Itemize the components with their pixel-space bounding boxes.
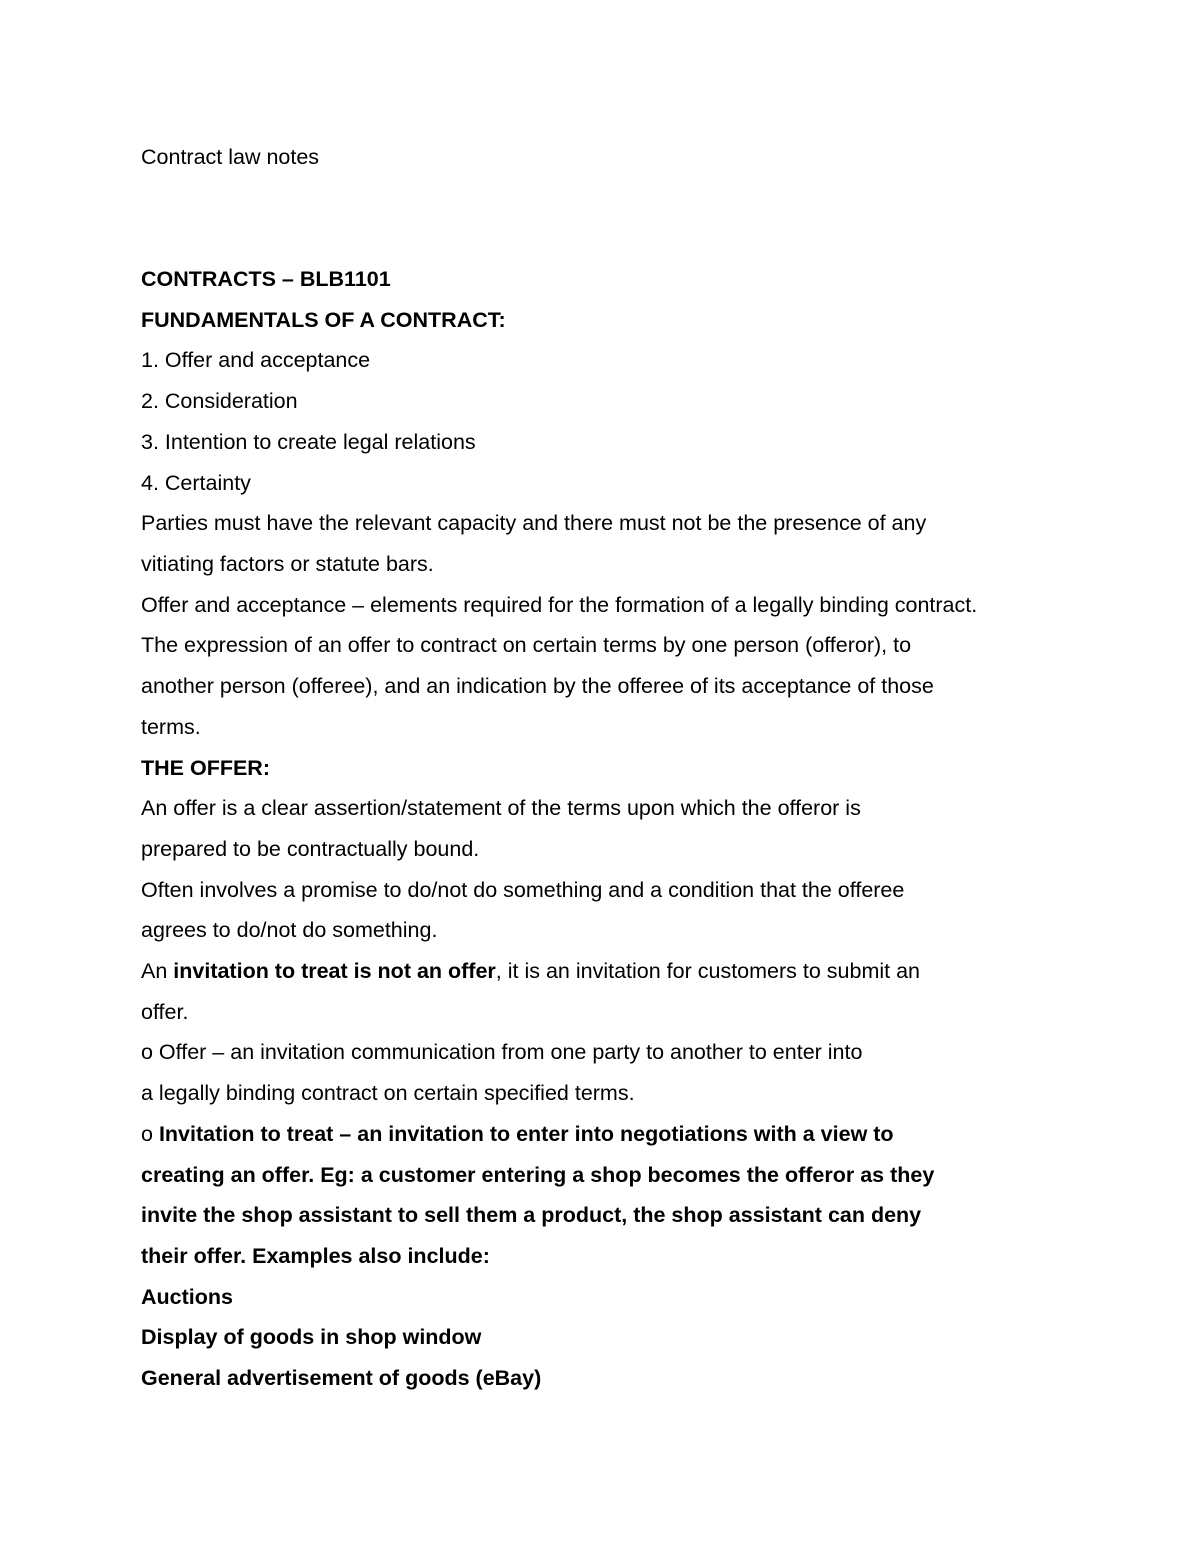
blank-space xyxy=(141,178,1081,259)
capacity-text-line-1: Parties must have the relevant capacity and there must not be the presence of any xyxy=(141,511,927,536)
bullet-itt-line-3: invite the shop assistant to sell them a product, the shop assistant can deny xyxy=(141,1203,922,1228)
bullet-marker: o xyxy=(141,1121,159,1146)
offer-definition-line-2: prepared to be contractually bound. xyxy=(141,836,480,861)
fundamentals-item-3: 3. Intention to create legal relations xyxy=(141,429,476,454)
promise-text-line-1: Often involves a promise to do/not do something and a condition that the offeree xyxy=(141,877,905,902)
example-auctions: Auctions xyxy=(141,1284,233,1309)
expression-text-line-1: The expression of an offer to contract on certain terms by one person (offeror), to xyxy=(141,633,912,658)
example-advertisement: General advertisement of goods (eBay) xyxy=(141,1366,542,1391)
offer-acceptance-definition: Offer and acceptance – elements required for the formation of a legally binding contract. xyxy=(141,592,978,617)
offer-definition-line-1: An offer is a clear assertion/statement of the terms upon which the offeror is xyxy=(141,796,861,821)
expression-text-line-2: another person (offeree), and an indication by the offeree of its acceptance of those xyxy=(141,674,934,699)
bullet-offer-line-2: a legally binding contract on certain specified terms. xyxy=(141,1081,635,1106)
itt-suffix: , it is an invitation for customers to submit an xyxy=(495,959,921,984)
promise-text-line-2: agrees to do/not do something. xyxy=(141,918,438,943)
itt-prefix: An xyxy=(141,959,174,984)
itt-bold-text: invitation to treat is not an offer xyxy=(173,959,496,984)
bullet-itt-line-1 xyxy=(141,1114,1081,1155)
invitation-to-treat-line-2: offer. xyxy=(141,999,189,1024)
bullet-itt-line-2: creating an offer. Eg: a customer entering a shop becomes the offeror as they xyxy=(141,1162,935,1187)
fundamentals-item-2: 2. Consideration xyxy=(141,389,298,414)
bullet-itt-line-4: their offer. Examples also include: xyxy=(141,1243,490,1268)
example-shop-window: Display of goods in shop window xyxy=(141,1325,482,1350)
expression-text-line-3: terms. xyxy=(141,714,201,739)
invitation-to-treat-line-1 xyxy=(141,951,1081,992)
bullet-offer-line-1: o Offer – an invitation communication from one party to another to enter into xyxy=(141,1040,863,1065)
course-heading: CONTRACTS – BLB1101 xyxy=(141,267,391,292)
offer-heading: THE OFFER: xyxy=(141,755,270,780)
bullet-itt-text-1: Invitation to treat – an invitation to enter into negotiations with a view to xyxy=(158,1121,894,1146)
document-body xyxy=(141,137,1081,1399)
fundamentals-heading: FUNDAMENTALS OF A CONTRACT: xyxy=(141,307,506,332)
document-title: Contract law notes xyxy=(141,145,320,169)
fundamentals-item-1: 1. Offer and acceptance xyxy=(141,348,371,373)
capacity-text-line-2: vitiating factors or statute bars. xyxy=(141,552,434,576)
fundamentals-item-4: 4. Certainty xyxy=(141,470,251,495)
